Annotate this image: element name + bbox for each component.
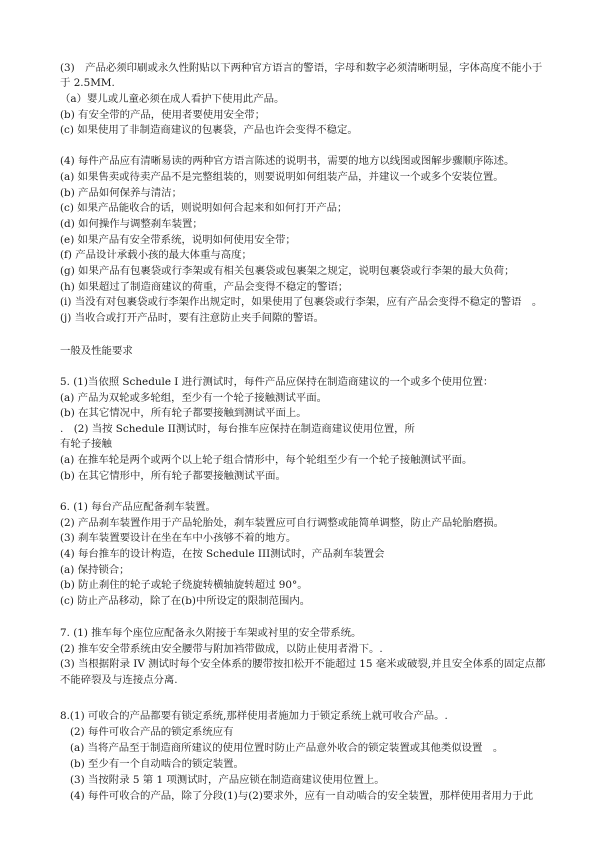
text-line: 7. (1) 推车每个座位应配备永久附接于车架或衬里的安全带系统。 — [60, 627, 362, 639]
text-line: (c) 防止产品移动，除了在(b)中所设定的限制范围内。 — [60, 595, 311, 607]
text-line: （a）婴儿或儿童必须在成人看护下使用此产品。 — [60, 93, 285, 105]
text-line: 不能碎裂及与连接点分离. — [60, 674, 178, 686]
text-line: (b) 在其它情形中，所有轮子都要接触测试平面。 — [60, 470, 286, 482]
text-line: (a) 当将产品至于制造商所建议的使用位置时防止产品意外收合的锁定装置或其他类似设置 。 — [70, 742, 504, 754]
text-line: (4) 每件可收合的产品，除了分段(1)与(2)要求外，应有一自动啮合的安全装置，那样使用者用力于此 — [70, 790, 534, 802]
text-line: (2) 产品刹车装置作用于产品轮胎处，刹车装置应可自行调整或能简单调整，防止产品轮胎磨损。 — [60, 517, 505, 529]
text-line: (2) 推车安全带系统由安全腰带与附加裆带做成，以防止使用者滑下。. — [60, 643, 383, 655]
text-line: 有轮子接触 — [60, 438, 112, 450]
text-line: (j) 当收合或打开产品时，要有注意防止夹手间隙的警语。 — [60, 312, 325, 324]
text-line: (c) 如果使用了非制造商建议的包裹袋，产品也许会变得不稳定。 — [60, 124, 358, 136]
text-line: . (2) 当按 Schedule II测试时，每台推车应保持在制造商建议使用位置，所 — [60, 423, 415, 435]
text-line: (b) 至少有一个自动啮合的锁定装置。 — [70, 758, 244, 770]
text-line: (a) 在推车轮是两个或两个以上轮子组合情形中，每个轮组至少有一个轮子接触测试平面。 — [60, 454, 473, 466]
section-heading: 一般及性能要求 — [60, 345, 133, 357]
text-line: (b) 防止刹住的轮子或轮子绕旋转横轴旋转超过 90°。 — [60, 579, 308, 591]
text-line: (a) 产品为双轮或多轮组，至少有一个轮子接触测试平面。 — [60, 392, 327, 404]
text-line: (b) 在其它情况中，所有轮子都要接触到测试平面上。 — [60, 407, 307, 419]
text-line: (g) 如果产品有包裹袋或行李架或有相关包裹袋或包裹架之规定，说明包裹袋或行李架的最大负荷； — [60, 265, 515, 277]
text-line: (b) 有安全带的产品，使用者要使用安全带； — [60, 109, 266, 121]
text-line: (d) 如何操作与调整刹车装置； — [60, 218, 203, 230]
text-line: (e) 如果产品有安全带系统，说明如何使用安全带； — [60, 234, 296, 246]
text-line: 8.(1) 可收合的产品都要有锁定系统,那样使用者施加力于锁定系统上就可收合产品。. — [60, 710, 448, 722]
text-line: (2) 每件可收合产品的锁定系统应有 — [70, 726, 234, 738]
text-line: 于 2.5MM. — [60, 77, 115, 89]
text-line: 5. (1)当依照 Schedule I 进行测试时，每件产品应保持在制造商建议的一个或多个使用位置： — [60, 376, 494, 388]
text-line: (a) 保持锁合； — [60, 564, 130, 576]
text-line: (4) 每台推车的设计构造，在按 Schedule III测试时，产品刹车装置会 — [60, 548, 385, 560]
text-line: (f) 产品设计承载小孩的最大体重与高度； — [60, 249, 252, 261]
text-line: (3) 当按附录 5 第 1 项测试时，产品应锁在制造商建议使用位置上。 — [70, 774, 385, 786]
text-line: (c) 如果产品能收合的话，则说明如何合起来和如何打开产品； — [60, 202, 348, 214]
text-line: 6. (1) 每台产品应配备刹车装置。 — [60, 501, 216, 513]
text-line: (4) 每件产品应有清晰易读的两种官方语言陈述的说明书，需要的地方以线图或图解步骤顺序陈述。 — [60, 155, 515, 167]
text-line: (3) 刹车装置要设计在坐在车中小孩够不着的地方。 — [60, 532, 297, 544]
text-line: (i) 当没有对包裹袋或行李架作出规定时，如果使用了包裹袋或行李架，应有产品会变得不稳定的警语 。 — [60, 296, 543, 308]
text-line: (h) 如果超过了制造商建议的荷重，产品会变得不稳定的警语； — [60, 281, 349, 293]
text-line: (3) 产品必须印刷或永久性附贴以下两种官方语言的警语，字母和数字必须清晰明显，字体高度不能小于 — [60, 62, 543, 74]
text-line: (3) 当根据附录 IV 测试时每个安全体系的腰带按扣松开不能超过 15 毫米或破裂,并且安全体系的固定点都 — [60, 658, 546, 670]
text-line: (b) 产品如何保养与清洁； — [60, 187, 182, 199]
text-line: (a) 如果售卖或待卖产品不是完整组装的，则要说明如何组装产品，并建议一个或多个安装位置。 — [60, 171, 504, 183]
